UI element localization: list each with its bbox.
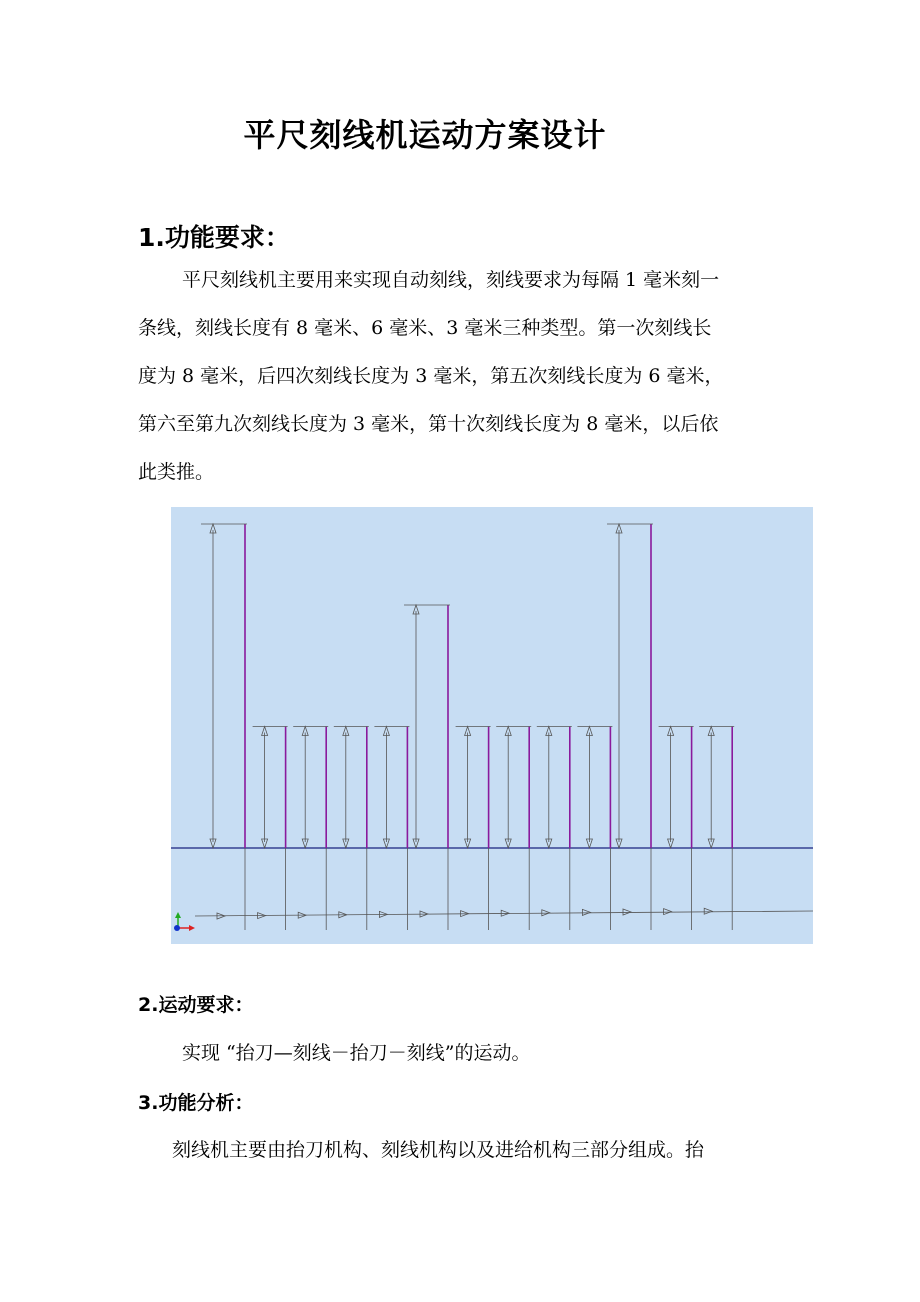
feed-arrow [623,909,631,915]
paragraph-line: 此类推。 [138,461,215,483]
section-1-heading: 1.功能要求： [138,223,290,252]
paragraph-line: 度为 8 毫米，后四次刻线长度为 3 毫米，第五次刻线长度为 6 毫米， [138,365,724,387]
tick-pattern-drawing [171,507,813,944]
feed-arrow [582,909,590,915]
document-title: 平尺刻线机运动方案设计 [243,116,607,154]
section-1-paragraph [138,256,784,496]
section-2-number: 2. [138,994,159,1016]
section-3-title: 功能分析： [158,1092,254,1114]
section-3-text: 刻线机主要由抬刀机构、刻线机构以及进给机构三部分组成。抬 [172,1139,705,1161]
tick-pattern-figure [171,507,813,944]
feed-arrow [704,908,712,914]
section-3-heading [138,1088,253,1115]
section-3-number: 3. [138,1092,159,1114]
origin-dot [174,925,180,931]
x-axis-arrow [189,925,195,931]
paragraph-line: 条线，刻线长度有 8 毫米、6 毫米、3 毫米三种类型。第一次刻线长 [138,317,712,339]
paragraph-line: 第六至第九次刻线长度为 3 毫米，第十次刻线长度为 8 毫米，以后依 [138,413,719,435]
section-2-title: 运动要求： [158,994,254,1016]
section-2-text: 实现 “抬刀—刻线－抬刀－刻线”的运动。 [182,1042,531,1064]
paragraph-line: 平尺刻线机主要用来实现自动刻线，刻线要求为每隔 1 毫米刻一 [182,269,720,291]
section-2-heading [138,990,253,1017]
feed-arrow [664,909,672,915]
y-axis-arrow [175,912,181,918]
